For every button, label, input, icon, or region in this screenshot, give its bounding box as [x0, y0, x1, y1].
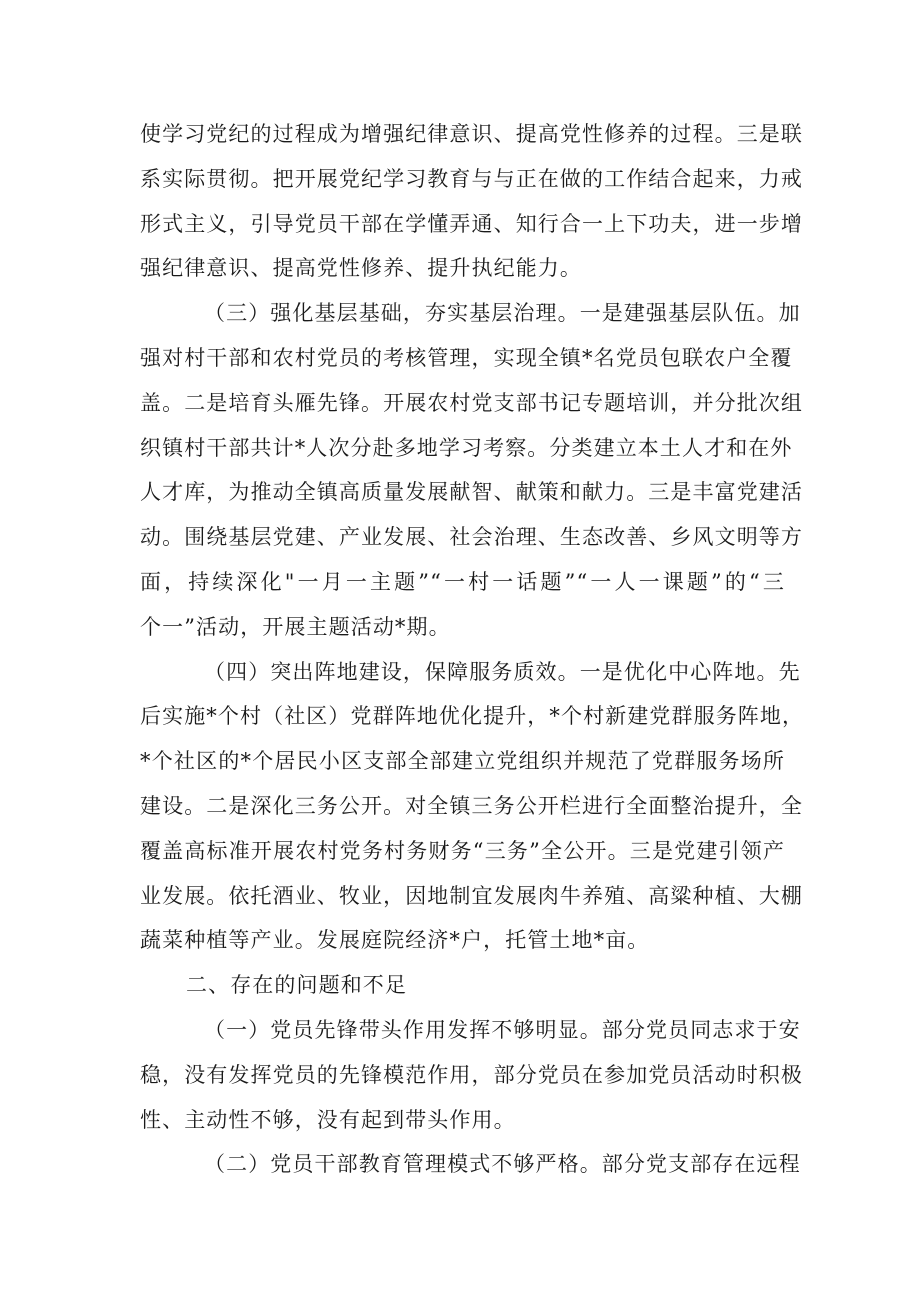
text-line: （一）党员先锋带头作用发挥不够明显。部分党员同志求于安 — [204, 1017, 801, 1042]
text-line: 动。围绕基层党建、产业发展、社会治理、生态改善、乡风文明等方 — [140, 525, 803, 550]
text-line: 个一”活动，开展主题活动*期。 — [140, 614, 451, 639]
text-line: 业发展。依托酒业、牧业，因地制宜发展肉牛养殖、高粱种植、大棚 — [140, 883, 803, 908]
text-line: 性、主动性不够，没有起到带头作用。 — [140, 1107, 516, 1132]
paragraph — [140, 1008, 803, 1142]
text-line: 系实际贯彻。把开展党纪学习教育与与正在做的工作结合起来，力戒 — [140, 166, 803, 191]
text-line: （四）突出阵地建设，保障服务质效。一是优化中心阵地。先 — [204, 659, 801, 684]
document-body — [140, 112, 805, 1187]
paragraph — [140, 291, 803, 649]
text-line: 人才库，为推动全镇高质量发展献智、献策和献力。三是丰富党建活 — [140, 480, 803, 505]
text-line: （二）党员干部教育管理模式不够严格。部分党支部存在远程 — [204, 1152, 801, 1177]
text-line: 二、存在的问题和不足 — [186, 973, 407, 998]
text-line: （三）强化基层基础，夯实基层治理。一是建强基层队伍。加 — [204, 301, 801, 326]
text-line: *个社区的*个居民小区支部全部建立党组织并规范了党群服务场所 — [140, 749, 785, 774]
text-line: 稳，没有发挥党员的先锋模范作用，部分党员在参加党员活动时积极 — [140, 1062, 803, 1087]
text-line: 面，持续深化"一月一主题”“一村一话题”“一人一课题”的“三 — [140, 569, 785, 594]
text-line: 使学习党纪的过程成为增强纪律意识、提高党性修养的过程。三是联 — [140, 122, 803, 146]
text-line: 后实施*个村（社区）党群阵地优化提升，*个村新建党群服务阵地， — [140, 704, 805, 729]
section-heading — [140, 963, 785, 1008]
text-line: 蔬菜种植等产业。发展庭院经济*户，托管土地*亩。 — [140, 928, 650, 953]
text-line: 强纪律意识、提高党性修养、提升执纪能力。 — [140, 256, 582, 281]
text-line: 织镇村干部共计*人次分赴多地学习考察。分类建立本土人才和在外 — [140, 435, 793, 460]
text-line: 强对村干部和农村党员的考核管理，实现全镇*名党员包联农户全覆 — [140, 345, 793, 370]
text-line: 盖。二是培育头雁先锋。开展农村党支部书记专题培训，并分批次组 — [140, 390, 803, 415]
text-line: 形式主义，引导党员干部在学懂弄通、知行合一上下功夫，进一步增 — [140, 211, 803, 236]
paragraph — [140, 650, 805, 964]
text-line: 建设。二是深化三务公开。对全镇三务公开栏进行全面整治提升，全 — [140, 793, 803, 818]
paragraph — [140, 112, 803, 291]
paragraph — [140, 1142, 801, 1187]
text-line: 覆盖高标准开展农村党务村务财务“三务”全公开。三是党建引领产 — [140, 838, 785, 863]
